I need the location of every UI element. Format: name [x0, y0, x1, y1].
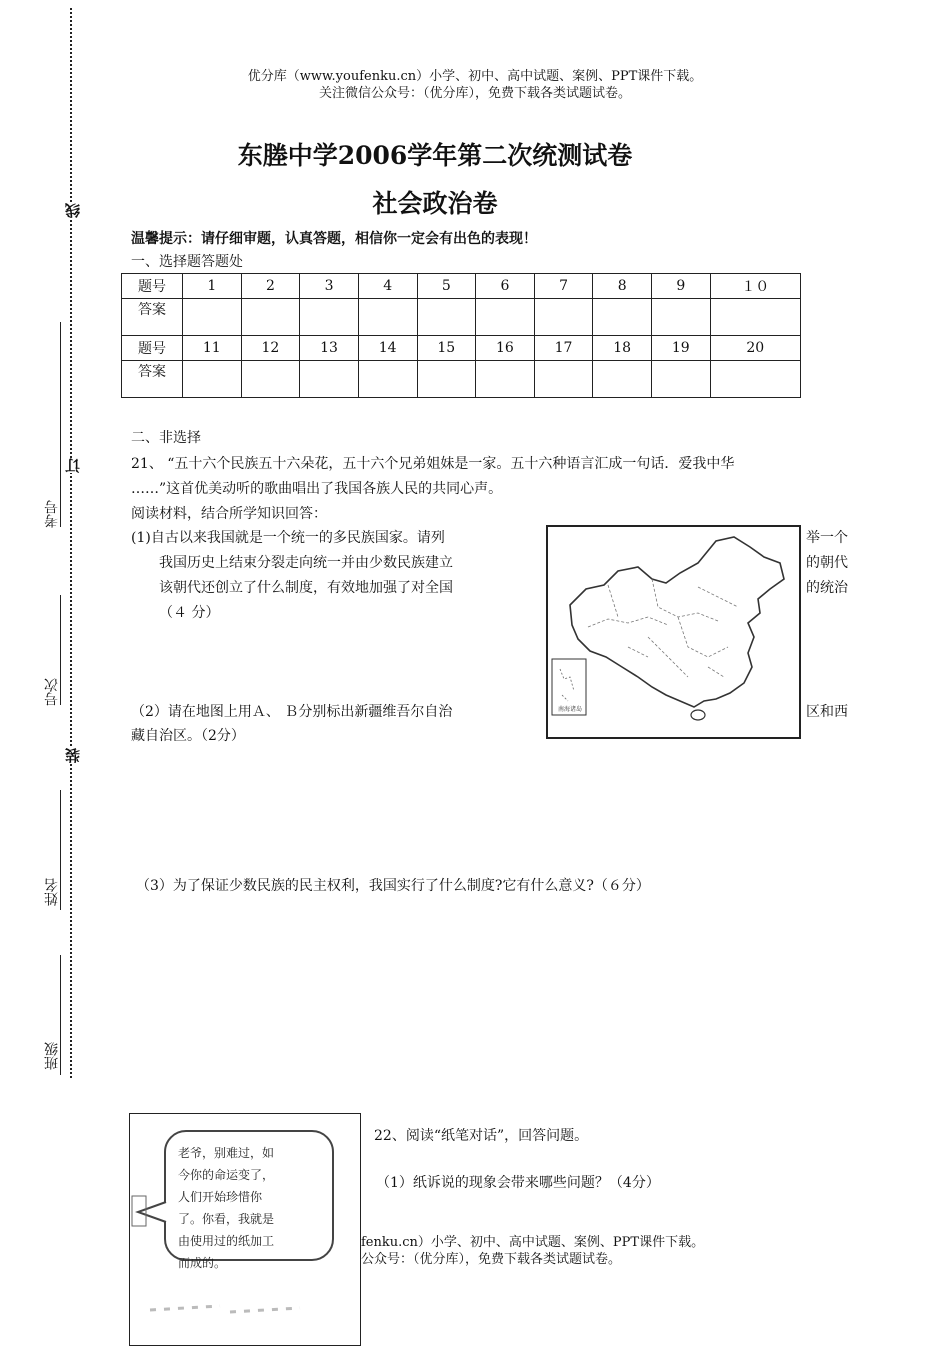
answer-cell[interactable] [710, 361, 800, 398]
answer-cell[interactable] [593, 361, 652, 398]
banji-fill-line [60, 955, 61, 1075]
q21-part2-line-1: （2）请在地图上用Ａ、 Ｂ分别标出新疆维吾尔自治 [131, 704, 453, 720]
answer-cell[interactable] [358, 361, 417, 398]
answer-cell[interactable] [300, 361, 359, 398]
china-map-outline [548, 527, 799, 737]
q21-part1-right-3: 的统治 [806, 580, 848, 596]
q21-part1-line-1: (1)自古以来我国就是一个统一的多民族国家。请列 [131, 530, 445, 546]
answer-cell[interactable] [358, 299, 417, 336]
row-label: 答案 [122, 361, 183, 398]
q21-part1-line-3: 该朝代还创立了什么制度，有效地加强了对全国 [159, 580, 453, 596]
question-number: １０ [710, 274, 800, 299]
row-label: 答案 [122, 299, 183, 336]
haoci-fill-line [60, 595, 61, 705]
answer-cell[interactable] [183, 361, 242, 398]
answer-cell[interactable] [241, 299, 300, 336]
answer-cell[interactable] [417, 299, 476, 336]
table-row [122, 361, 801, 398]
answer-cell[interactable] [534, 299, 593, 336]
q21-part1-right-1: 举一个 [806, 530, 848, 546]
table-row [122, 336, 801, 361]
map-inset-label: 南海诸岛 [558, 706, 583, 713]
footer-line-2: 公众号：（优分库），免费下载各类试题试卷。 [361, 1252, 622, 1267]
answer-cell[interactable] [241, 361, 300, 398]
question-number: 17 [534, 336, 593, 361]
comic-line: 了。你看，我就是 [178, 1212, 275, 1226]
section1-heading: 一、选择题答题处 [131, 254, 243, 270]
question-number: 3 [300, 274, 359, 299]
answer-cell[interactable] [476, 299, 535, 336]
table-row [122, 299, 801, 336]
q21-part2-right-1: 区和西 [806, 704, 848, 720]
tip-text: 温馨提示：请仔细审题，认真答题，相信你一定会有出色的表现！ [131, 231, 537, 247]
answer-cell[interactable] [534, 361, 593, 398]
question-number: 2 [241, 274, 300, 299]
question-number: 5 [417, 274, 476, 299]
answer-cell[interactable] [183, 299, 242, 336]
margin-mark-xian: 线 [64, 203, 82, 218]
q21-part1-line-2: 我国历史上结束分裂走向统一并由少数民族建立 [159, 555, 453, 571]
answer-cell[interactable] [652, 361, 711, 398]
answer-cell[interactable] [593, 299, 652, 336]
q22-part1: （1）纸诉说的现象会带来哪些问题？（4分） [376, 1175, 660, 1191]
question-number: 13 [300, 336, 359, 361]
margin-mark-ding: 订 [64, 458, 82, 473]
question-number: 15 [417, 336, 476, 361]
margin-label-kaohao: 考号 [44, 500, 60, 528]
margin-label-haoci: 号次 [44, 678, 60, 706]
question-number: 16 [476, 336, 535, 361]
header-line-1: 优分库（www.youfenku.cn）小学、初中、高中试题、案例、PPT课件下载。 [247, 69, 703, 84]
comic-line: 人们开始珍惜你 [178, 1190, 263, 1204]
question-number: 11 [183, 336, 242, 361]
kaohao-fill-line [60, 322, 61, 527]
q21-part3: （3）为了保证少数民族的民主权利，我国实行了什么制度?它有什么意义?（６分） [136, 878, 650, 894]
comic-drawing [130, 1114, 360, 1345]
footer-line-1: fenku.cn）小学、初中、高中试题、案例、PPT课件下载。 [361, 1235, 705, 1250]
question-number: 14 [358, 336, 417, 361]
question-number: 9 [652, 274, 711, 299]
comic-line: 由使用过的纸加工 [178, 1234, 275, 1248]
question-number: 7 [534, 274, 593, 299]
question-number: 6 [476, 274, 535, 299]
q22-title: 22、阅读“纸笔对话”，回答问题。 [374, 1128, 589, 1144]
answer-cell[interactable] [300, 299, 359, 336]
margin-label-xingming: 姓名 [44, 878, 60, 906]
answer-cell[interactable] [417, 361, 476, 398]
q21-part1-points: （４ 分） [159, 605, 220, 621]
xingming-fill-line [60, 790, 61, 910]
answer-cell[interactable] [652, 299, 711, 336]
q21-read-instruction: 阅读材料，结合所学知识回答： [131, 506, 327, 522]
question-number: 12 [241, 336, 300, 361]
q21-intro-line-1: 21、 “五十六个民族五十六朵花，五十六个兄弟姐妹是一家。五十六种语言汇成一句话．爱我中华 [131, 456, 735, 472]
row-label: 题号 [122, 336, 183, 361]
margin-mark-zhuang: 装 [64, 748, 82, 763]
q21-part1-right-2: 的朝代 [806, 555, 848, 571]
question-number: 20 [710, 336, 800, 361]
header-line-2: 关注微信公众号：（优分库），免费下载各类试题试卷。 [318, 86, 631, 101]
answer-cell[interactable] [476, 361, 535, 398]
question-number: 19 [652, 336, 711, 361]
question-number: 18 [593, 336, 652, 361]
comic-line: 今你的命运变了， [178, 1168, 275, 1182]
section2-heading: 二、非选择 [131, 430, 201, 446]
answer-cell[interactable] [710, 299, 800, 336]
china-map [546, 525, 801, 739]
paper-dialogue-comic [129, 1113, 361, 1346]
comic-line: 老爷，别难过，如 [178, 1146, 275, 1160]
answer-table [121, 273, 801, 398]
row-label: 题号 [122, 274, 183, 299]
page-subtitle: 社会政治卷 [372, 189, 498, 218]
page-title: 东塍中学2006学年第二次统测试卷 [237, 141, 633, 170]
question-number: 8 [593, 274, 652, 299]
question-number: 4 [358, 274, 417, 299]
comic-line: 而成的。 [178, 1256, 227, 1270]
margin-label-banji: 班级 [44, 1042, 60, 1070]
q21-intro-line-2: ……”这首优美动听的歌曲唱出了我国各族人民的共同心声。 [131, 481, 503, 497]
q21-part2-line-2: 藏自治区。（2分） [131, 728, 245, 744]
question-number: 1 [183, 274, 242, 299]
table-row [122, 274, 801, 299]
